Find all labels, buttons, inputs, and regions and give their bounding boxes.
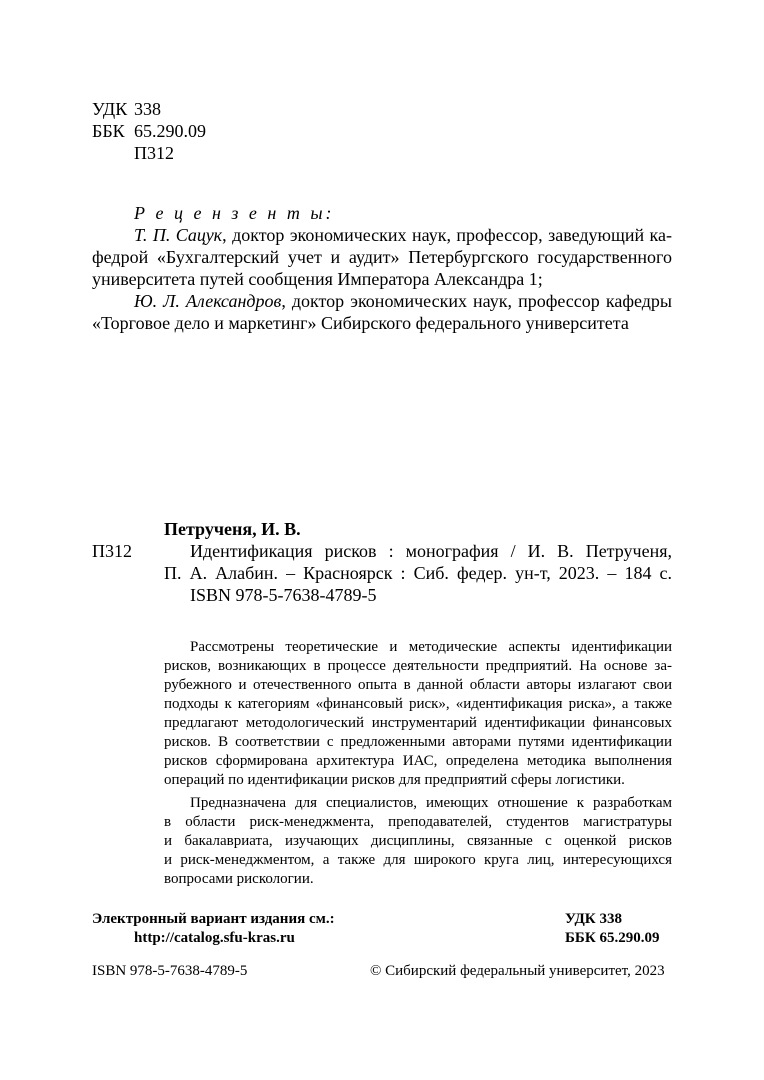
- annotation-p2-line-3: и бакалавриата, изучающих дисциплины, связанные с оценкой рисков: [164, 833, 672, 849]
- reviewer-2-name: Ю. Л. Александров: [134, 291, 282, 311]
- reviewer-1-name: Т. П. Сацук: [134, 225, 223, 245]
- annotation-p1-line-8: операций по идентификации рисков для предприятий сферы логистики.: [164, 772, 625, 788]
- reviewer-1-line-1: Т. П. Сацук, доктор экономических наук, профессор, заведующий ка-: [134, 225, 672, 245]
- annotation-p1-line-7: рисков сформирована архитектура ИАС, определена методика выполнения: [164, 753, 672, 769]
- catalog-isbn: ISBN 978-5-7638-4789-5: [190, 585, 377, 605]
- annotation-p2-line-2: в области риск-менеджмента, преподавателей, студентов магистратуры: [164, 814, 672, 830]
- reviewer-1-line-3: университета путей сообщения Императора Александра 1;: [92, 269, 543, 289]
- catalog-author-heading: Петрученя, И. В.: [164, 519, 301, 539]
- footer-isbn: ISBN 978-5-7638-4789-5: [92, 963, 248, 979]
- annotation-p1-line-3: рубежного и отечественного опыта в данной области авторы излагают свои: [164, 677, 672, 693]
- bbk-line: [92, 120, 206, 142]
- annotation-p1-line-6: рисков. В соответствии с предложенными авторами путями идентификации: [164, 734, 672, 750]
- reviewers-heading: Р е ц е н з е н т ы:: [134, 203, 335, 223]
- annotation-p1-line-5: предлагают методологический инструментарий идентификации финансовых: [164, 715, 672, 731]
- footer-copyright: © Сибирский федеральный университет, 2023: [370, 963, 665, 979]
- footer-udk: УДК 338: [565, 911, 622, 927]
- bbk-value: 65.290.09: [134, 121, 206, 141]
- annotation-p1-line-1: Рассмотрены теоретические и методические аспекты идентификации: [190, 639, 672, 655]
- catalog-line-2: П. А. Алабин. – Красноярск : Сиб. федер. ун-т, 2023. – 184 с.: [164, 563, 672, 583]
- catalog-author-sign: П312: [92, 541, 132, 561]
- electronic-version-url[interactable]: http://catalog.sfu-kras.ru: [134, 930, 295, 946]
- udk-label: УДК: [92, 99, 128, 119]
- reviewer-1-line-2: федрой «Бухгалтерский учет и аудит» Петербургского государственного: [92, 247, 672, 267]
- reviewer-2-line-1: Ю. Л. Александров, доктор экономических наук, профессор кафедры: [134, 291, 672, 311]
- annotation-p2-line-4: и риск-менеджментом, а также для широкого круга лиц, интересующихся: [164, 852, 672, 868]
- annotation-p2-line-1: Предназначена для специалистов, имеющих отношение к разработкам: [190, 795, 672, 811]
- author-sign-top: П312: [134, 143, 174, 163]
- udk-value: 338: [134, 99, 161, 119]
- catalog-line-1: Идентификация рисков : монография / И. В. Петрученя,: [190, 541, 672, 561]
- bbk-label: ББК: [92, 121, 125, 141]
- electronic-version-label: Электронный вариант издания см.:: [92, 911, 335, 927]
- udk-line: [92, 98, 161, 120]
- reviewer-2-line-2: «Торговое дело и маркетинг» Сибирского федерального университета: [92, 313, 629, 333]
- annotation-p2-line-5: вопросами рискологии.: [164, 871, 314, 887]
- annotation-p1-line-2: рисков, возникающих в процессе деятельности предприятий. На основе за-: [164, 658, 672, 674]
- annotation-p1-line-4: подходы к категориям «финансовый риск», «идентификация риска», а также: [164, 696, 672, 712]
- footer-bbk: ББК 65.290.09: [565, 930, 660, 946]
